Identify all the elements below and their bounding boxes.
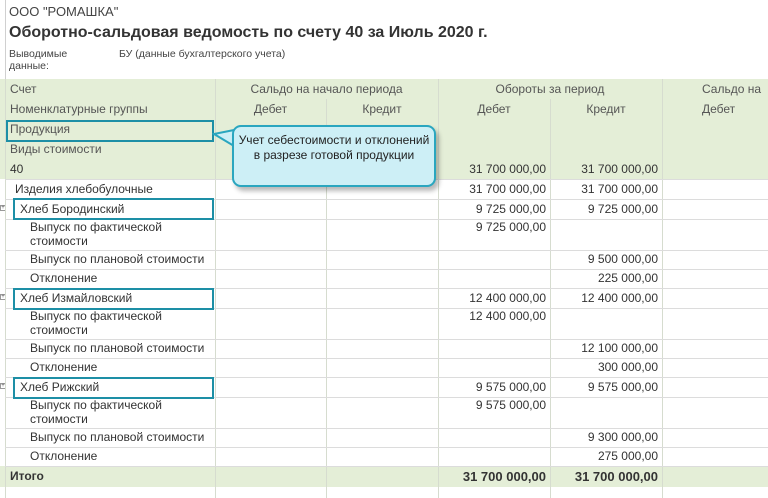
turnover-credit: 31 700 000,00 — [581, 162, 658, 176]
turnover-credit: 300 000,00 — [597, 360, 658, 374]
grid-line — [5, 428, 768, 429]
table-row[interactable] — [0, 269, 768, 288]
turnover-credit — [550, 308, 662, 339]
turnover-debit: 9 575 000,00 — [475, 398, 546, 412]
borodinsky-highlight — [13, 198, 214, 220]
grid-line — [550, 99, 551, 498]
table-row[interactable] — [0, 219, 768, 250]
col-turnover-debit: Дебет — [477, 102, 511, 116]
company-name: ООО "РОМАШКА" — [9, 4, 119, 19]
table-row[interactable] — [0, 250, 768, 269]
turnover-credit: 31 700 000,00 — [581, 182, 658, 196]
product-label: Хлеб Бородинский — [20, 202, 125, 216]
grid-line — [5, 447, 768, 448]
turnover-credit: 275 000,00 — [597, 449, 658, 463]
left-border — [5, 0, 6, 80]
callout-note: Учет себестоимости и отклонений в разрезе готовой продукции — [232, 125, 436, 187]
turnover-credit: 12 100 000,00 — [581, 341, 658, 355]
turnover-credit: 9 300 000,00 — [587, 430, 658, 444]
total-label: Итого — [10, 469, 44, 483]
label-line-2: стоимости — [30, 234, 88, 248]
cost-type-label: Выпуск по плановой стоимости — [30, 252, 205, 266]
expand-icon[interactable]: + — [1, 383, 5, 389]
turnover-debit: 9 575 000,00 — [475, 380, 546, 394]
table-row[interactable] — [0, 397, 768, 428]
label-line-1: Выпуск по фактической — [30, 220, 162, 234]
table-row[interactable] — [0, 339, 768, 358]
group-label: Изделия хлебобулочные — [15, 182, 153, 196]
turnover-debit: 9 725 000,00 — [475, 220, 546, 234]
product-group-highlight — [6, 120, 214, 142]
product-label: Хлеб Рижский — [20, 380, 100, 394]
label-line-1: Выпуск по фактической — [30, 398, 162, 412]
total-row — [0, 466, 768, 487]
grid-line — [5, 269, 768, 270]
col-opening-debit: Дебет — [253, 102, 288, 116]
turnover-credit: 9 575 000,00 — [587, 380, 658, 394]
turnover-credit: 225 000,00 — [597, 271, 658, 285]
turnover-debit: 12 400 000,00 — [469, 291, 546, 305]
cost-type-label: Выпуск по плановой стоимости — [30, 341, 205, 355]
cost-type-label — [5, 219, 215, 250]
cost-type-label — [5, 308, 215, 339]
col-closing-balance: Сальдо на — [702, 82, 762, 96]
turnover-debit — [438, 250, 550, 269]
turnover-debit: 31 700 000,00 — [469, 182, 546, 196]
account-label: 40 — [10, 162, 24, 176]
output-data-label: Выводимые данные: — [9, 48, 68, 72]
col-opening-credit: Кредит — [362, 102, 402, 116]
product-label: Хлеб Измайловский — [20, 291, 133, 305]
turnover-debit: 9 725 000,00 — [475, 202, 546, 216]
turnover-credit: 9 725 000,00 — [587, 202, 658, 216]
grid-line — [5, 339, 768, 340]
output-data-value: БУ (данные бухгалтерского учета) — [119, 48, 286, 60]
expand-icon[interactable]: + — [1, 205, 5, 211]
izmailovsky-highlight — [13, 288, 214, 310]
turnover-debit — [438, 447, 550, 466]
turnover-debit — [438, 269, 550, 288]
cost-type-label: Отклонение — [30, 271, 98, 285]
col-cost-types: Виды стоимости — [10, 142, 102, 156]
col-closing-debit: Дебет — [702, 102, 736, 116]
table-row[interactable] — [0, 308, 768, 339]
cost-type-label: Отклонение — [30, 360, 98, 374]
grid-line — [5, 358, 768, 359]
grid-line — [5, 466, 768, 467]
cost-type-label: Отклонение — [30, 449, 98, 463]
turnover-credit — [550, 397, 662, 428]
col-nomenclature-groups: Номенклатурные группы — [10, 102, 148, 116]
turnover-credit — [550, 219, 662, 250]
turnover-debit — [438, 358, 550, 377]
cost-type-label — [5, 397, 215, 428]
header-row-1 — [0, 79, 768, 99]
grid-line — [5, 250, 768, 251]
header-row-2 — [0, 99, 768, 119]
col-turnover: Обороты за период — [495, 82, 605, 96]
turnover-debit: 12 400 000,00 — [469, 309, 546, 323]
turnover-credit: 12 400 000,00 — [581, 291, 658, 305]
col-account: Счет — [10, 82, 37, 96]
turnover-credit: 9 500 000,00 — [587, 252, 658, 266]
total-turnover-debit: 31 700 000,00 — [462, 469, 546, 484]
label-line-2: стоимости — [30, 412, 88, 426]
table-row[interactable] — [0, 447, 768, 466]
product-group-header: Продукция — [10, 122, 71, 136]
cost-type-label: Выпуск по плановой стоимости — [30, 430, 205, 444]
col-opening-balance: Сальдо на начало периода — [250, 82, 403, 96]
total-turnover-credit: 31 700 000,00 — [574, 469, 658, 484]
turnover-debit — [438, 428, 550, 447]
rizhsky-highlight — [13, 377, 214, 399]
turnover-debit: 31 700 000,00 — [469, 162, 546, 176]
label-line-2: стоимости — [30, 323, 88, 337]
col-turnover-credit: Кредит — [586, 102, 626, 116]
table-row[interactable] — [0, 358, 768, 377]
table-row[interactable] — [0, 428, 768, 447]
expand-icon[interactable]: + — [1, 294, 5, 300]
label-line-1: Выпуск по фактической — [30, 309, 162, 323]
turnover-debit — [438, 339, 550, 358]
report-title: Оборотно-сальдовая ведомость по счету 40 за Июль 2020 г. — [9, 24, 488, 41]
